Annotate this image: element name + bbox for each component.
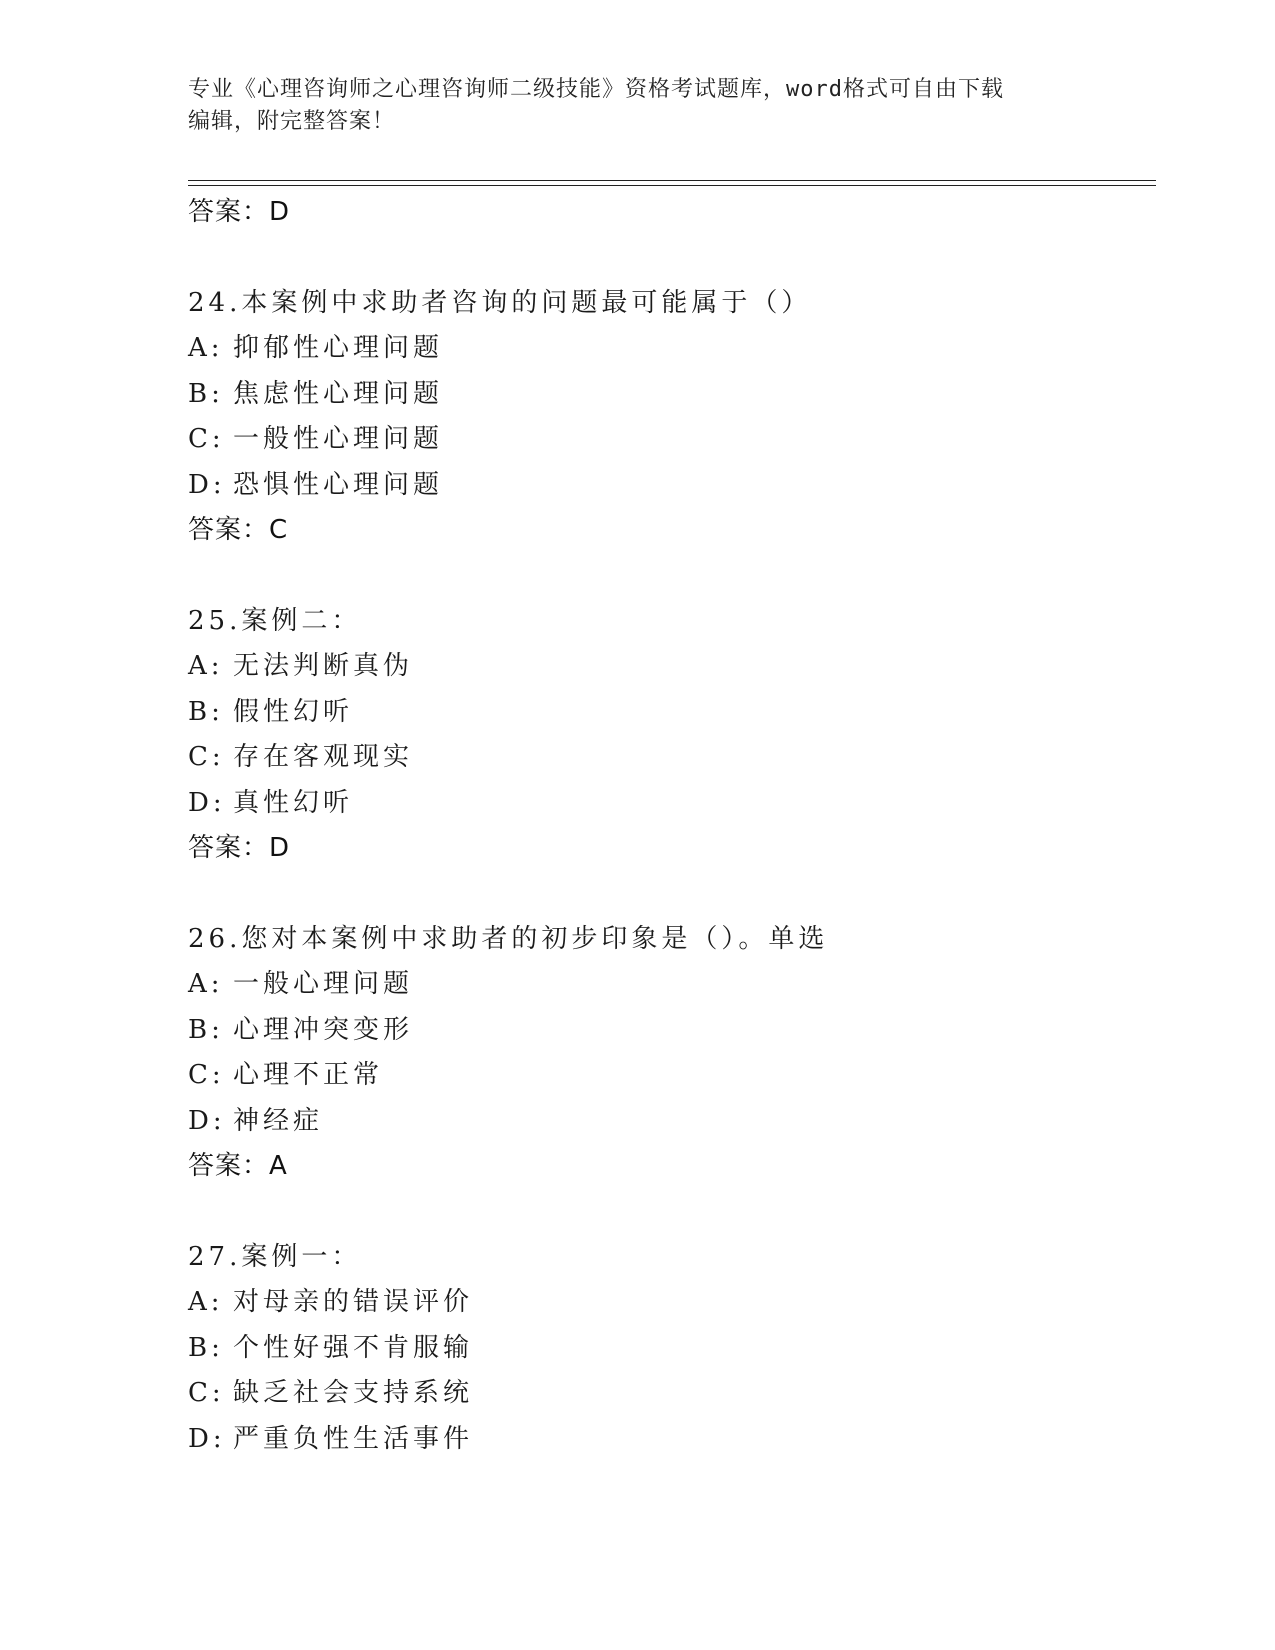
option-text: 一般性心理问题 — [233, 424, 444, 454]
header-divider-bottom — [188, 185, 1156, 186]
answer-25: 答案：D — [188, 833, 291, 863]
spacer — [188, 1188, 1148, 1235]
option-text: 无法判断真伪 — [233, 651, 414, 681]
option-d — [188, 1099, 1148, 1145]
option-text: 缺乏社会支持系统 — [233, 1378, 474, 1408]
option-c — [188, 417, 1148, 463]
option-key: D: — [188, 1105, 226, 1136]
option-c — [188, 735, 1148, 781]
header-divider-top — [188, 180, 1156, 181]
header-line-1: 专业《心理咨询师之心理咨询师二级技能》资格考试题库，word格式可自由下载 — [188, 77, 1004, 102]
question-block-25 — [188, 599, 1148, 870]
option-text: 个性好强不肯服输 — [233, 1332, 474, 1363]
option-key: A: — [188, 1287, 224, 1317]
option-text: 假性幻听 — [233, 696, 354, 727]
option-c — [188, 1053, 1148, 1099]
answer-24: 答案：C — [188, 515, 289, 545]
option-b — [188, 1326, 1148, 1372]
option-b — [188, 1008, 1148, 1054]
spacer — [188, 870, 1148, 917]
option-b — [188, 372, 1148, 418]
option-key: B: — [188, 696, 224, 727]
option-text: 抑郁性心理问题 — [233, 333, 444, 363]
option-text: 对母亲的错误评价 — [233, 1287, 474, 1317]
option-key: C: — [188, 742, 225, 772]
document-header — [188, 74, 1088, 138]
question-title: 26.您对本案例中求助者的初步印象是（）。单选 — [188, 924, 829, 954]
option-b — [188, 690, 1148, 736]
question-block-24 — [188, 281, 1148, 552]
option-text: 恐惧性心理问题 — [233, 469, 444, 500]
question-title: 25.案例二： — [188, 606, 362, 636]
spacer — [188, 552, 1148, 599]
question-list — [188, 190, 1148, 1462]
question-title: 27.案例一： — [188, 1242, 362, 1272]
option-key: A: — [188, 333, 224, 363]
option-key: D: — [188, 469, 226, 500]
option-text: 存在客观现实 — [233, 742, 414, 772]
spacer — [188, 234, 1148, 281]
question-block-27 — [188, 1235, 1148, 1462]
option-key: D: — [188, 787, 226, 818]
option-a — [188, 962, 1148, 1008]
option-text: 焦虑性心理问题 — [233, 378, 444, 409]
question-block-26 — [188, 917, 1148, 1188]
option-a — [188, 644, 1148, 690]
option-text: 真性幻听 — [233, 787, 354, 818]
answer-previous: 答案：D — [188, 197, 291, 227]
option-d — [188, 781, 1148, 827]
option-d — [188, 463, 1148, 509]
option-d — [188, 1417, 1148, 1463]
option-key: C: — [188, 424, 225, 454]
option-key: B: — [188, 1332, 224, 1363]
option-key: A: — [188, 651, 224, 681]
option-text: 一般心理问题 — [233, 969, 414, 999]
question-title: 24.本案例中求助者咨询的问题最可能属于（） — [188, 288, 812, 318]
header-line-2: 编辑，附完整答案！ — [188, 109, 396, 134]
option-text: 心理冲突变形 — [233, 1014, 414, 1045]
option-c — [188, 1371, 1148, 1417]
option-key: C: — [188, 1060, 225, 1090]
answer-26: 答案：A — [188, 1151, 288, 1181]
option-key: A: — [188, 969, 224, 999]
option-text: 神经症 — [233, 1105, 324, 1136]
option-key: B: — [188, 378, 224, 409]
option-text: 严重负性生活事件 — [233, 1423, 474, 1454]
option-key: D: — [188, 1423, 226, 1454]
option-text: 心理不正常 — [233, 1060, 384, 1090]
option-key: B: — [188, 1014, 224, 1045]
option-key: C: — [188, 1378, 225, 1408]
option-a — [188, 326, 1148, 372]
option-a — [188, 1280, 1148, 1326]
